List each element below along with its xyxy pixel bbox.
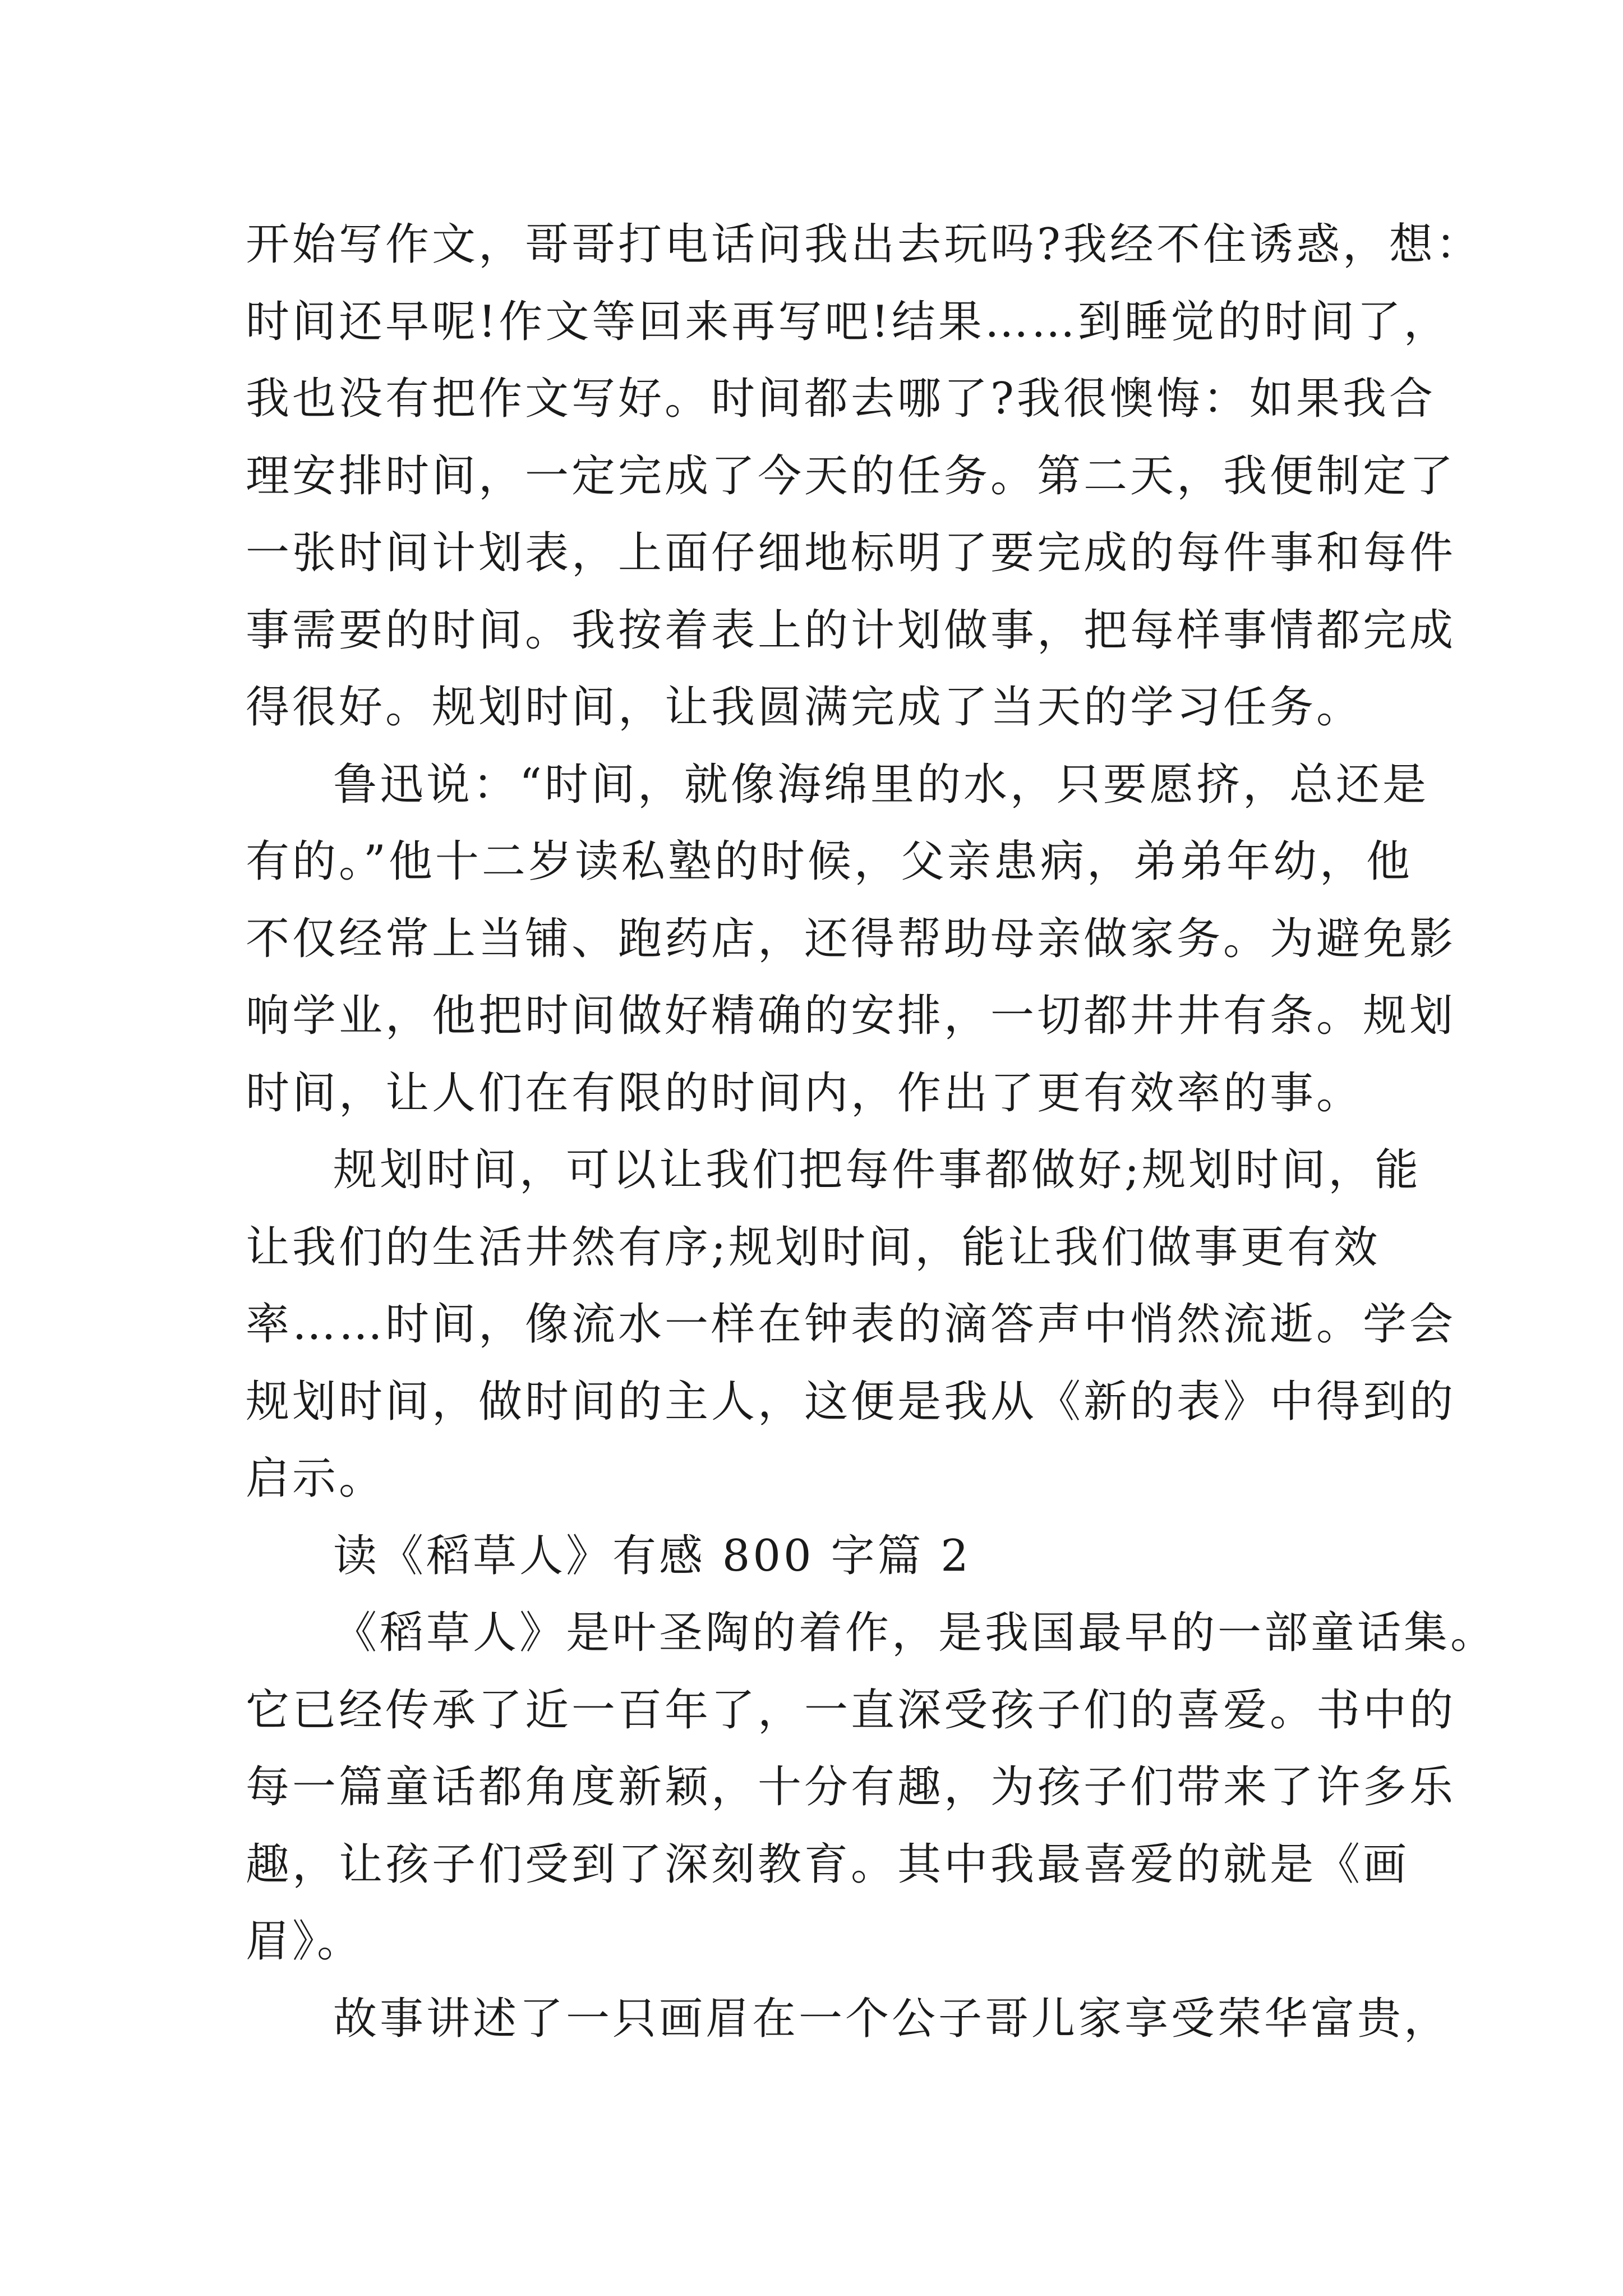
document-body [246,206,1497,2058]
text-line: 不仅经常上当铺、跑药店，还得帮助母亲做家务。为避免影 [246,913,1456,964]
text-line: 率……时间，像流水一样在钟表的滴答声中悄然流逝。学会 [246,1299,1456,1350]
text-line: 让我们的生活井然有序;规划时间，能让我们做事更有效 [246,1222,1381,1273]
text-line: 响学业，他把时间做好精确的安排，一切都井井有条。规划 [246,991,1456,1041]
text-line: 理安排时间，一定完成了今天的任务。第二天，我便制定了 [246,450,1456,501]
text-line: 规划时间，做时间的主人，这便是我从《新的表》中得到的 [246,1376,1456,1427]
text-line: 时间，让人们在有限的时间内，作出了更有效率的事。 [246,1068,1363,1119]
text-line: 趣，让孩子们受到了深刻教育。其中我最喜爱的就是《画 [246,1839,1410,1890]
text-line: 有的。”他十二岁读私塾的时候，父亲患病，弟弟年幼，他 [246,836,1413,887]
section-heading: 读《稻草人》有感 800 字篇 2 [333,1530,971,1581]
paragraph-first-line: 鲁迅说：“时间，就像海绵里的水，只要愿挤，总还是 [333,759,1429,810]
text-line: 得很好。规划时间，让我圆满完成了当天的学习任务。 [246,682,1363,733]
text-line: 事需要的时间。我按着表上的计划做事，把每样事情都完成 [246,605,1456,656]
text-line: 每一篇童话都角度新颖，十分有趣，为孩子们带来了许多乐 [246,1762,1456,1812]
text-line: 我也没有把作文写好。时间都去哪了?我很懊悔：如果我合 [246,374,1436,424]
text-line: 它已经传承了近一百年了，一直深受孩子们的喜爱。书中的 [246,1685,1456,1736]
paragraph-first-line: 《稻草人》是叶圣陶的着作，是我国最早的一部童话集。 [333,1608,1497,1658]
text-line: 开始写作文，哥哥打电话问我出去玩吗?我经不住诱惑，想： [246,219,1482,270]
paragraph-first-line: 规划时间，可以让我们把每件事都做好;规划时间，能 [333,1145,1422,1195]
text-line: 一张时间计划表，上面仔细地标明了要完成的每件事和每件 [246,528,1456,578]
text-line: 时间还早呢!作文等回来再写吧!结果……到睡觉的时间了， [246,296,1450,347]
text-line: 眉》。 [246,1916,364,1967]
text-line: 启示。 [246,1453,386,1504]
paragraph-first-line: 故事讲述了一只画眉在一个公子哥儿家享受荣华富贵， [333,1993,1451,2044]
